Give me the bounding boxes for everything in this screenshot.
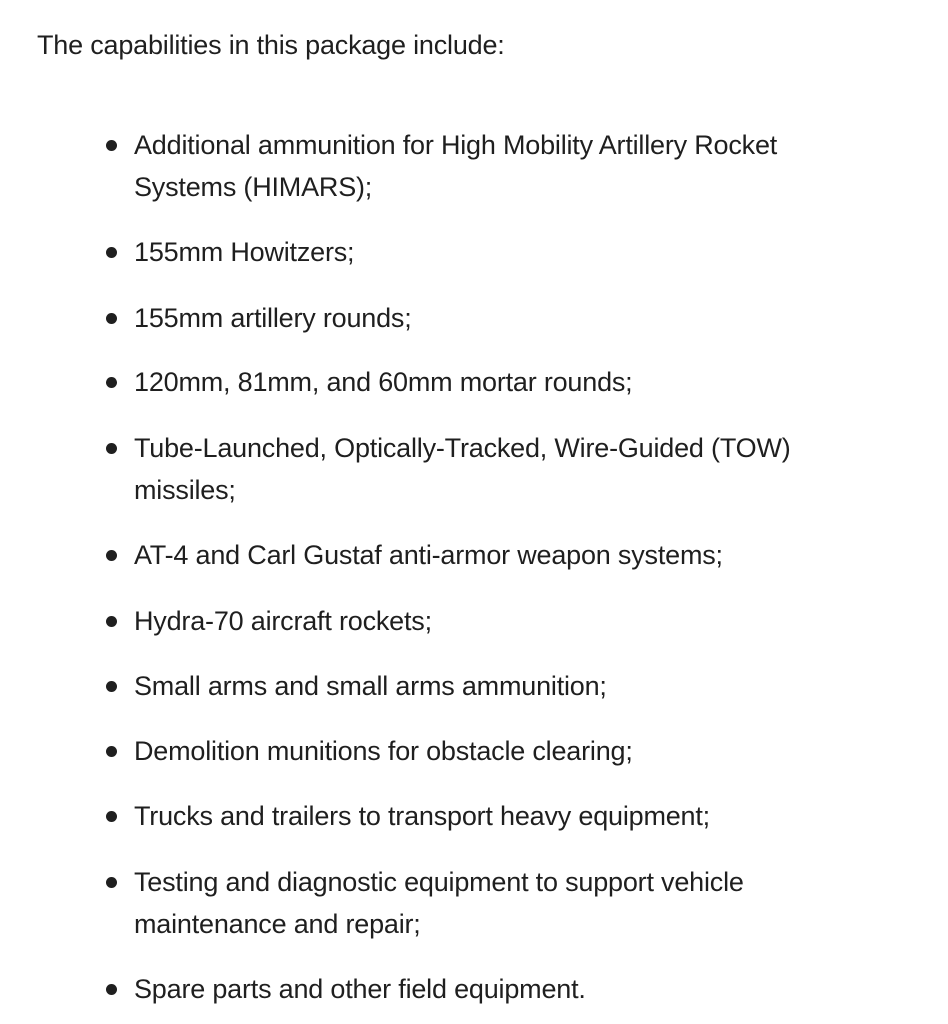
list-item (134, 968, 854, 1010)
list-item-text: Additional ammunition for High Mobility Artillery Rocket Systems (HIMARS); (134, 130, 778, 202)
bullet-icon (106, 443, 117, 454)
bullet-icon (106, 984, 117, 995)
bullet-icon (106, 746, 117, 757)
list-item-text: 155mm Howitzers; (134, 237, 355, 267)
list-item-text: Hydra-70 aircraft rockets; (134, 606, 432, 636)
bullet-icon (106, 140, 117, 151)
list-item-text: 120mm, 81mm, and 60mm mortar rounds; (134, 367, 633, 397)
list-item (134, 124, 854, 208)
list-item-text: Spare parts and other field equipment. (134, 974, 586, 1004)
list-item (134, 231, 854, 273)
bullet-icon (106, 550, 117, 561)
list-item-text: Tube-Launched, Optically-Tracked, Wire-Guided (TOW) missiles; (134, 433, 791, 505)
bullet-icon (106, 247, 117, 258)
list-item (134, 361, 854, 403)
bullet-icon (106, 811, 117, 822)
list-item (134, 534, 854, 576)
list-item-text: Trucks and trailers to transport heavy equipment; (134, 801, 710, 831)
list-item (134, 665, 854, 707)
list-item-text: Testing and diagnostic equipment to support vehicle maintenance and repair; (134, 867, 744, 939)
bullet-icon (106, 681, 117, 692)
list-item-text: AT-4 and Carl Gustaf anti-armor weapon systems; (134, 540, 723, 570)
list-item (134, 730, 854, 772)
list-item-text: Demolition munitions for obstacle clearing; (134, 736, 633, 766)
list-item (134, 600, 854, 642)
list-item (134, 795, 854, 837)
list-item-text: 155mm artillery rounds; (134, 303, 412, 333)
intro-text: The capabilities in this package include: (37, 30, 505, 60)
list-item (134, 297, 854, 339)
bullet-icon (106, 313, 117, 324)
bullet-icon (106, 877, 117, 888)
list-item (134, 861, 854, 945)
bullet-icon (106, 616, 117, 627)
list-item (134, 427, 854, 511)
list-item-text: Small arms and small arms ammunition; (134, 671, 607, 701)
bullet-icon (106, 377, 117, 388)
